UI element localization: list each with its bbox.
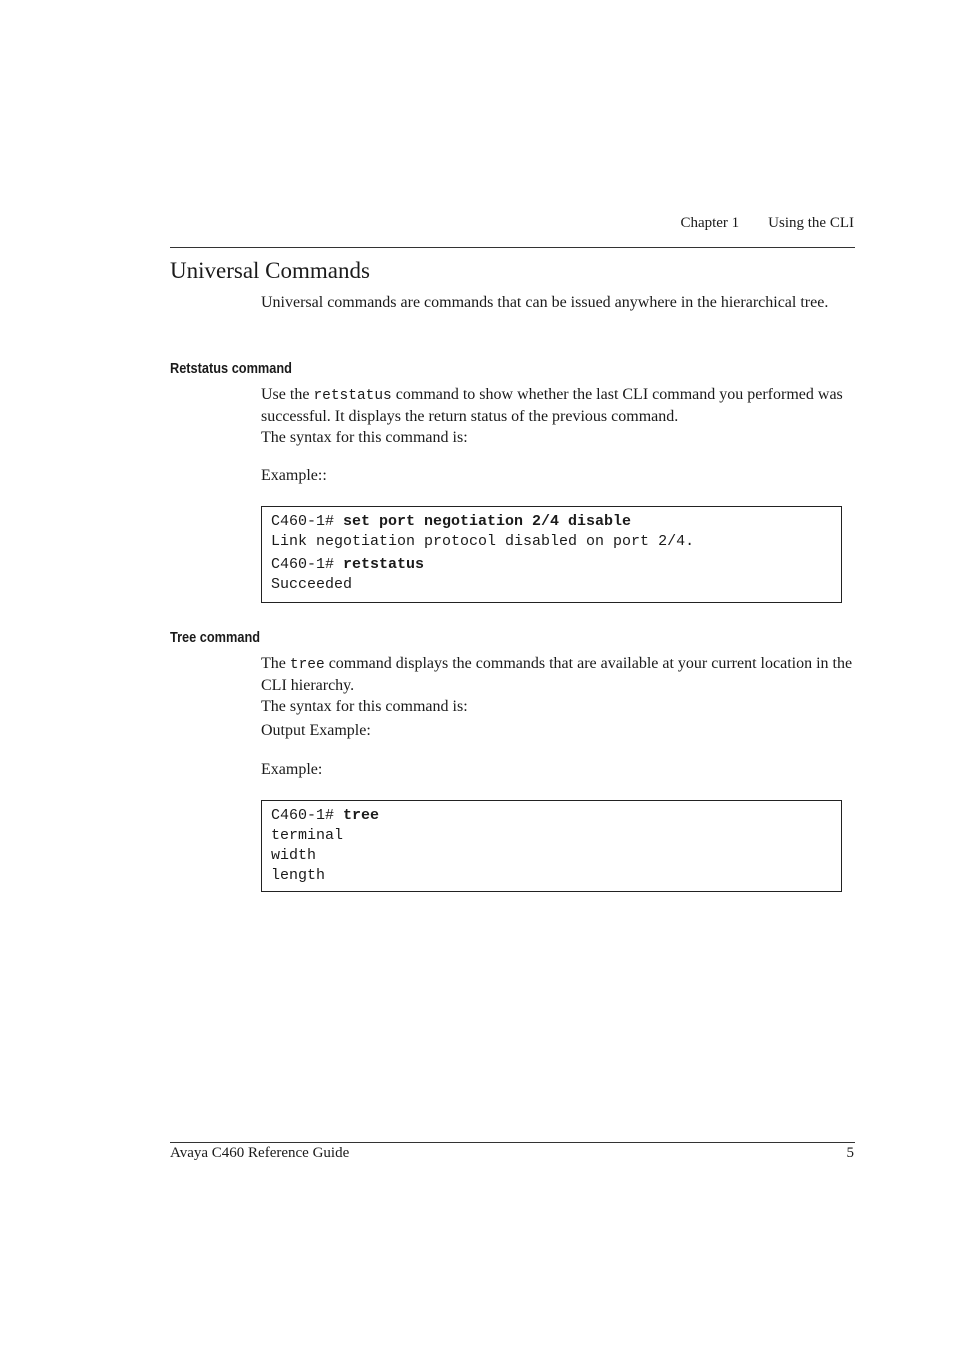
code-command: set port negotiation 2/4 disable (343, 513, 632, 530)
tree-code-block (261, 800, 842, 892)
code-line (271, 555, 841, 575)
code-line (271, 512, 841, 532)
tree-syntax-label: The syntax for this command is: (261, 698, 468, 715)
retstatus-code-block (261, 506, 842, 603)
page-number: 5 (846, 1145, 854, 1161)
tree-inline-code: tree (289, 657, 325, 673)
retstatus-description (261, 385, 861, 426)
footer-divider (170, 1142, 855, 1143)
section-title: Universal Commands (170, 258, 370, 283)
retstatus-inline-code: retstatus (313, 388, 392, 404)
code-prompt: C460-1# (271, 513, 344, 530)
retstatus-desc-suffix: command to show whether the last CLI command you performed was successful. It displays the return status of the previous command. (261, 386, 843, 425)
tree-desc-prefix: The (261, 655, 286, 672)
code-command: tree (343, 807, 380, 824)
retstatus-desc-prefix: Use the (261, 386, 310, 403)
code-output-line: length (271, 867, 326, 884)
tree-description (261, 654, 861, 695)
chapter-label: Chapter 1 (680, 215, 740, 231)
retstatus-example-label: Example:: (261, 467, 327, 484)
code-command: retstatus (343, 556, 425, 573)
code-prompt: C460-1# (271, 807, 344, 824)
tree-output-label: Output Example: (261, 722, 371, 739)
retstatus-syntax-label: The syntax for this command is: (261, 429, 468, 446)
running-header (680, 215, 854, 232)
code-prompt: C460-1# (271, 556, 344, 573)
code-output-line: Link negotiation protocol disabled on port 2/4. (271, 533, 695, 550)
footer-guide-title: Avaya C460 Reference Guide (170, 1145, 350, 1161)
chapter-title: Using the CLI (768, 215, 854, 231)
tree-desc-suffix: command displays the commands that are available at your current location in the CLI hierarchy. (261, 655, 853, 694)
code-output-line: width (271, 847, 317, 864)
tree-heading: Tree command (170, 630, 261, 646)
code-output-line: Succeeded (271, 576, 353, 593)
code-line (271, 806, 841, 826)
header-divider (170, 247, 855, 248)
tree-example-label: Example: (261, 761, 323, 778)
section-intro: Universal commands are commands that can be issued anywhere in the hierarchical tree. (261, 294, 829, 311)
retstatus-heading: Retstatus command (170, 361, 292, 377)
code-output-line: terminal (271, 827, 344, 844)
